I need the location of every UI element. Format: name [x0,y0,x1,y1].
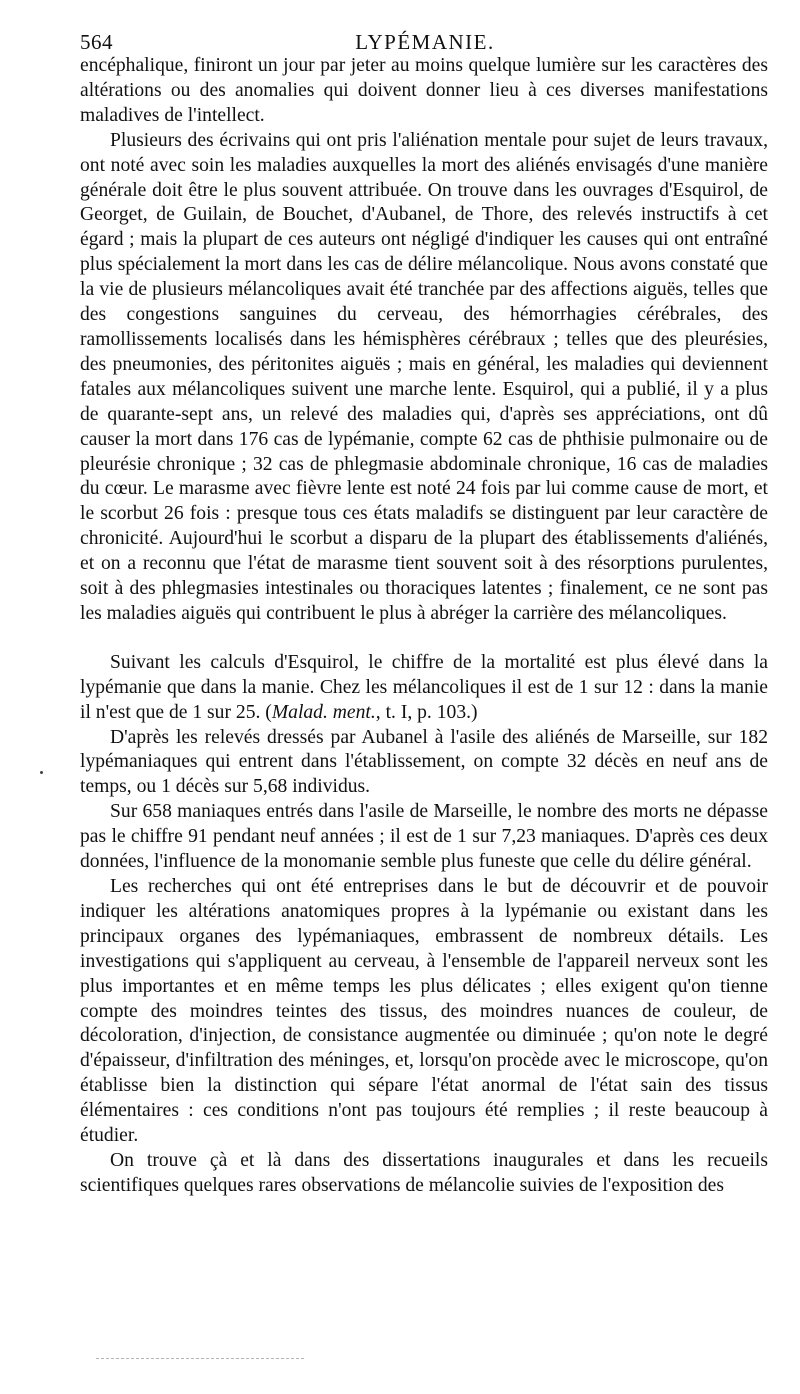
paragraph-anatomical-research: Les recherches qui ont été entreprises dans le but de découvrir et de pouvoir indiquer les altérations anatomiques propres à la lypémanie ou existant dans les principaux organes des lypémaniaques, embrassent de nombreux détails. Les investigations qui s'appliquent au cerveau, à l'ensemble de l'appareil nerveux sont les plus importantes et en même temps les plus délicates ; elles exigent qu'on tienne compte des moindres teintes des tissus, des moindres nuances de couleur, de décoloration, d'injection, de consistance augmentée ou diminuée ; qu'on note le degré d'épaisseur, d'infiltration des méninges, et, lorsqu'on procède avec le microscope, qu'on établisse bien la distinction qui sépare l'état anormal de l'état sain des tissus élémentaires : ces conditions n'ont pas toujours été remplies ; il reste beaucoup à étudier. [80,876,768,1147]
footer-rule [96,1358,304,1359]
section-gap [80,627,768,651]
reference-detail: , t. I, p. 103.) [375,701,478,723]
running-head [80,24,770,54]
body-text [80,54,768,1199]
page-number: 564 [80,30,113,54]
paragraph-mortality-causes: Plusieurs des écrivains qui ont pris l'aliénation mentale pour sujet de leurs travaux, ont noté avec soin les maladies auxquelles la mort des aliénés envisagés d'une manière générale doit être le plus souvent attribuée. On trouve dans les ouvrages d'Esquirol, de Georget, de Guilain, de Bouchet, d'Aubanel, de Thore, des relevés instructifs à cet égard ; mais la plupart de ces auteurs ont négligé d'indiquer les causes qui ont entraîné plus spécialement la mort dans les cas de délire mélancolique. Nous avons constaté que la vie de plusieurs mélancoliques avait été tranchée par des affections aiguës, telles que des congestions sanguines du cerveau, des hémorrhagies cérébrales, des ramollissements localisés dans les hémisphères cérébraux ; telles que des pleurésies, des pneumonies, des péritonites aiguës ; mais en général, les maladies qui deviennent fatales aux mélancoliques suivent une marche lente. Esquirol, qui a publié, il y a plus de quarante-sept ans, un relevé des maladies qui, d'après ses appréciations, ont dû causer la mort dans 176 cas de lypémanie, compte 62 cas de phthisie pulmonaire ou de pleurésie chronique ; 32 cas de phlegmasie abdominale chronique, 16 cas de maladies du cœur. Le marasme avec fièvre lente est noté 24 fois par lui comme cause de mort, et le scorbut 26 fois : presque tous ces états maladifs se distinguent par leur caractère de chronicité. Aujourd'hui le scorbut a disparu de la plupart des établissements d'aliénés, et on a reconnu que l'état de marasme tient souvent soit à des résorptions purulentes, soit à des phlegmasies intestinales ou thoraciques latentes ; finalement, ce ne sont pas les maladies aiguës qui contribuent le plus à abréger la carrière des mélancoliques. [80,129,768,624]
paragraph-aubanel-statistics: D'après les relevés dressés par Aubanel à l'asile des aliénés de Marseille, sur 182 lypémaniaques qui entrent dans l'établissement, on compte 32 décès en neuf ans de temps, ou 1 décès sur 5,68 individus. [80,726,768,798]
esquirol-text: Suivant les calculs d'Esquirol, le chiffre de la mortalité est plus élevé dans la lypémanie que dans la manie. Chez les mélancoliques il est de 1 sur 12 : dans la manie il n'est que de 1 sur 25. ( [80,651,768,723]
running-title: LYPÉMANIE. [355,30,495,54]
paragraph-marseille-maniacs: Sur 658 maniaques entrés dans l'asile de Marseille, le nombre des morts ne dépasse pas le chiffre 91 pendant neuf années ; il est de 1 sur 7,23 maniaques. D'après ces deux données, l'influence de la monomanie semble plus funeste que celle du délire général. [80,801,768,873]
reference-title: Malad. ment. [271,701,376,723]
margin-mark [40,771,43,774]
paragraph-continuation: encéphalique, finiront un jour par jeter au moins quelque lumière sur les caractères des altérations ou des anomalies qui doivent donner lieu à ces diverses manifestations maladives de l'intellect. [80,55,768,126]
paragraph-esquirol-calculations [80,651,768,726]
paragraph-dissertations: On trouve çà et là dans des dissertations inaugurales et dans les recueils scientifiques quelques rares observations de mélancolie suivies de l'exposition des [80,1149,768,1196]
